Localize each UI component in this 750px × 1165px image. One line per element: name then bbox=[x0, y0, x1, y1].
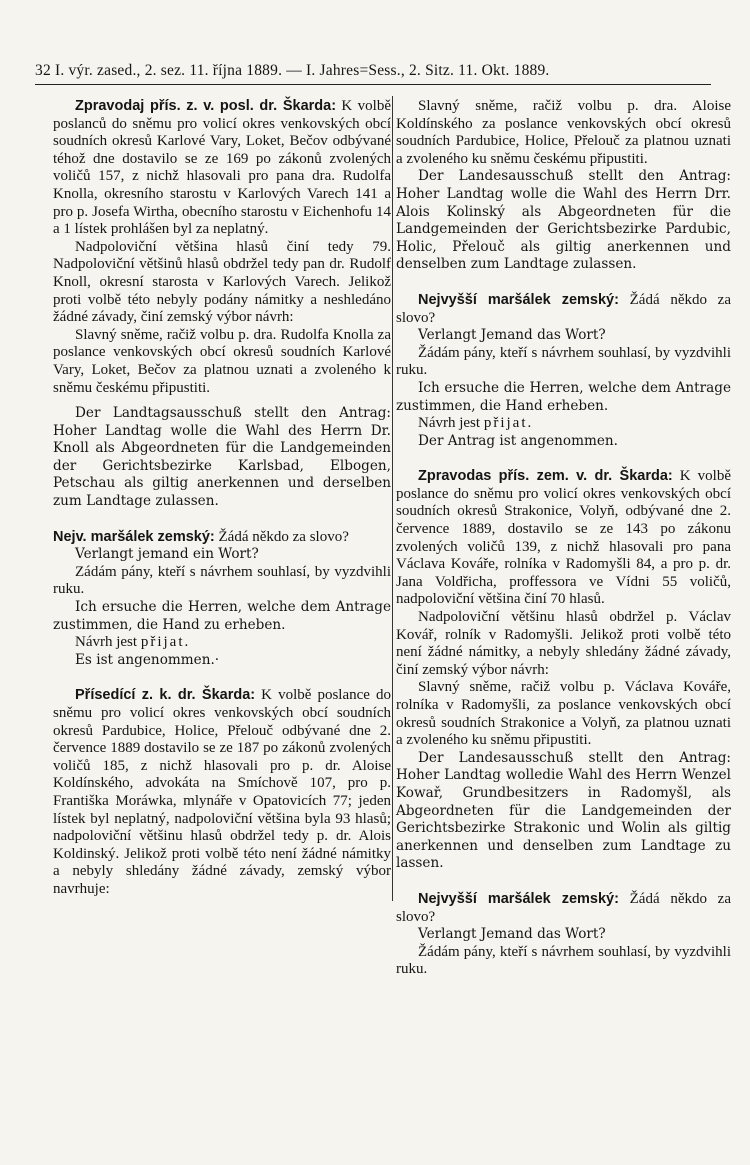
paragraph: Zádám pány, kteří s návrhem souhlasí, by vyzdvihli ruku. bbox=[53, 563, 391, 598]
header-rule bbox=[35, 84, 711, 85]
paragraph-german: Ich ersuche die Herren, welche dem Antrage zustimmen, die Hand erheben. bbox=[396, 379, 731, 414]
paragraph-text: . bbox=[184, 634, 189, 651]
paragraph-text: K volbě poslance do sněmu pro volicí okres venkovských obcí soudních okresů Strakonice, Volyň, odbývané dne 2. července 1889, dostavilo se ze 143 po zákonu zvolených voličů 139, z nichž hlasovali pro pana Václava Kováře, rolníka v Radomyšli 84, a pro p. dr. Jana Voldřicha, proffessora ve Vídni 55 voličů, nadpoloviční většina činí 70 hlasů. bbox=[396, 468, 731, 608]
paragraph: Slavný sněme, račiž volbu p. dra. Rudolfa Knolla za poslance venkovských obcí okresů soudních Karlové Vary, Loket, Bečov za platnou uznati a zvoleného k sněmu českému připustiti. bbox=[53, 326, 391, 396]
running-header: 32 I. výr. zased., 2. sez. 11. října 1889. — I. Jahres=Sess., 2. Sitz. 11. Okt. 1889. bbox=[35, 62, 550, 79]
paragraph bbox=[396, 468, 731, 609]
left-column bbox=[53, 98, 391, 899]
paragraph-german: Der Landesausschuß stellt den Antrag: Hoher Landtag wolledie Wahl des Herrn Wenzel Kowař, Grundbesitzers in Radomyšl, als Abgeordneten für die Landgemeinden der Gerichtsbezirke Strakonic und Wolin als giltig anerkennen und denselben zum Landtage zu lassen. bbox=[396, 749, 731, 872]
paragraph bbox=[53, 529, 391, 547]
paragraph bbox=[53, 634, 391, 652]
speaker-name: Nejv. maršálek zemský: bbox=[53, 528, 215, 545]
paragraph-text: Žádá někdo za slovo? bbox=[214, 528, 349, 545]
paragraph-text: K volbě poslance do sněmu pro volicí okres venkovských obcí soudních okresů Pardubice, Holice, Přelouč odbývané dne 2. července 1889 dostavilo se ze 187 po zákonů zvolených voličů 185, z nichž hlasovali pro p. dr. Aloise Koldínského, advokáta na Smíchově 107, pro p. Františka Moráwka, mlynáře v Opatovicích 77; jeden lístek byl neplatný, nadpoloviční většina byla 93 hlasů; nadpoloviční většinu hlasů obdržel tedy p. dr. Alois Koldinský. Jelikož proti volbě této není žádné námitky a nebyly shledány žádné závady, zemský výbor navrhuje: bbox=[53, 687, 391, 897]
paragraph bbox=[396, 292, 731, 327]
paragraph: Slavný sněme, račiž volbu p. Václava Kováře, rolníka v Radomyšli, za poslance venkovských obcí okresů soudních Strakonice a Volyň, za platnou uznati a zvoleného ku sněmu připustiti. bbox=[396, 679, 731, 749]
speaker-name: Zpravodas přís. zem. v. dr. Škarda: bbox=[418, 468, 673, 485]
paragraph-german: Verlangt jemand ein Wort? bbox=[75, 546, 259, 563]
paragraph-german: Verlangt Jemand das Wort? bbox=[418, 327, 606, 344]
paragraph bbox=[396, 891, 731, 926]
paragraph: Žádám pány, kteří s návrhem souhlasí, by vyzdvihli ruku. bbox=[396, 344, 731, 379]
paragraph-german: Ich ersuche die Herren, welche dem Antrage zustimmen, die Hand zu erheben. bbox=[53, 599, 391, 633]
paragraph-german: Der Landesausschuß stellt den Antrag: Hoher Landtag wolle die Wahl des Herrn Drr. Alois Kolinský als Abgeordneten für die Landgemeinden der Gerichtsbezirke Pardubic, Holic, Přelouč als giltig anerkennen und denselben zum Landtage zulassen. bbox=[396, 168, 731, 273]
paragraph-text: Žádá někdo za slovo? bbox=[396, 890, 731, 925]
paragraph-text: . bbox=[527, 415, 532, 432]
paragraph-german: Verlangt Jemand das Wort? bbox=[418, 926, 606, 943]
paragraph-german: Es ist angenommen.· bbox=[75, 651, 220, 668]
column-divider bbox=[392, 96, 393, 901]
speaker-name: Nejvyšší maršálek zemský: bbox=[418, 291, 619, 308]
emphasis-text: přijat bbox=[483, 415, 528, 432]
speaker-name: Přísedící z. k. dr. Škarda: bbox=[75, 687, 256, 704]
right-column bbox=[396, 98, 731, 979]
speaker-name: Nejvyšší maršálek zemský: bbox=[418, 890, 619, 907]
paragraph-german: Der Antrag ist angenommen. bbox=[418, 432, 618, 449]
paragraph bbox=[53, 687, 391, 898]
paragraph-text: Návrh jest bbox=[75, 634, 141, 651]
paragraph-text: K volbě poslanců do sněmu pro volicí okres venkovských obcí soudních okresů Karlové Vary, Loket, Bečov odbývané téhož dne dostavilo se ze 169 po zákonů zvolených voličů 157, z nichž hlasovali pro pana dra. Rudolfa Knolla, okresního starostu v Karlových Varech 141 a pro p. Josefa Wirtha, obecního starostu v Eichenhofu 14 a 1 lístek prohlášen byl za neplatný. bbox=[53, 98, 391, 238]
speaker-name: Zpravodaj přís. z. v. posl. dr. Škarda: bbox=[75, 98, 337, 114]
paragraph: Nadpoloviční většina hlasů činí tedy 79. Nadpoloviční většinů hlasů obdržel tedy pan dr. Rudolf Knoll, okresní starosta v Karlových Varech. Jelikož proti volbě této nebyly podány námitky a neshledáno žádné závady, činí zemský výbor návrh: bbox=[53, 238, 391, 326]
paragraph-text: Žádá někdo za slovo? bbox=[396, 291, 731, 326]
paragraph bbox=[396, 415, 731, 433]
paragraph-text: Návrh jest bbox=[418, 415, 484, 432]
paragraph-german: Der Landtagsausschuß stellt den Antrag: Hoher Landtag wolle die Wahl des Herrn Dr. Knoll als Abgeordneten für die Landgemeinden der Gerichtsbezirke Karlsbad, Elbogen, Petschau als giltig anerkennen und derselben zum Landtage zulassen. bbox=[53, 405, 391, 510]
paragraph: Slavný sněme, račiž volbu p. dra. Aloise Koldínského za poslance venkovských obcí okresů soudních Pardubice, Holice, Přelouč za platnou uznati a zvoleného ku sněmu českému připustiti. bbox=[396, 98, 731, 167]
paragraph: Nadpoloviční většinu hlasů obdržel p. Václav Kovář, rolník v Radomyšli. Jelikož proti volbě této není žádné námitky, a nebyly shledány žádné závady, činí zemský výbor návrh: bbox=[396, 609, 731, 678]
emphasis-text: přijat bbox=[140, 634, 185, 651]
paragraph: Žádám pány, kteří s návrhem souhlasí, by vyzdvihli ruku. bbox=[396, 943, 731, 978]
paragraph bbox=[53, 98, 391, 239]
